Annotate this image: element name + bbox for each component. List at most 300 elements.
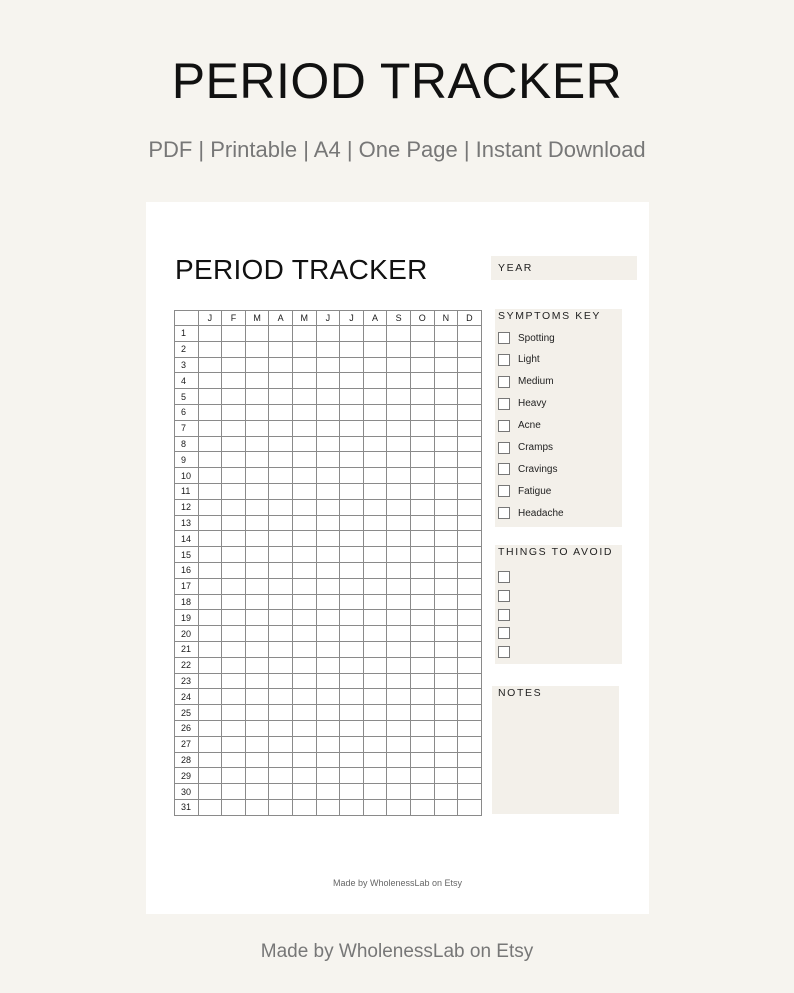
tracker-cell[interactable] <box>198 736 222 752</box>
tracker-cell[interactable] <box>434 547 458 563</box>
tracker-cell[interactable] <box>269 641 293 657</box>
tracker-cell[interactable] <box>269 594 293 610</box>
tracker-cell[interactable] <box>292 799 316 815</box>
tracker-cell[interactable] <box>222 594 246 610</box>
tracker-cell[interactable] <box>387 499 411 515</box>
tracker-cell[interactable] <box>434 610 458 626</box>
tracker-cell[interactable] <box>410 468 434 484</box>
tracker-cell[interactable] <box>292 420 316 436</box>
tracker-cell[interactable] <box>410 404 434 420</box>
tracker-cell[interactable] <box>269 657 293 673</box>
tracker-cell[interactable] <box>269 483 293 499</box>
tracker-cell[interactable] <box>363 499 387 515</box>
tracker-cell[interactable] <box>269 420 293 436</box>
tracker-cell[interactable] <box>458 547 482 563</box>
tracker-cell[interactable] <box>222 641 246 657</box>
tracker-cell[interactable] <box>316 515 340 531</box>
tracker-cell[interactable] <box>458 420 482 436</box>
tracker-cell[interactable] <box>410 499 434 515</box>
tracker-cell[interactable] <box>387 705 411 721</box>
tracker-cell[interactable] <box>316 547 340 563</box>
tracker-cell[interactable] <box>458 452 482 468</box>
tracker-cell[interactable] <box>269 610 293 626</box>
tracker-cell[interactable] <box>292 641 316 657</box>
tracker-cell[interactable] <box>292 373 316 389</box>
tracker-cell[interactable] <box>198 515 222 531</box>
tracker-cell[interactable] <box>410 515 434 531</box>
tracker-cell[interactable] <box>292 673 316 689</box>
tracker-cell[interactable] <box>410 341 434 357</box>
tracker-cell[interactable] <box>198 594 222 610</box>
tracker-cell[interactable] <box>245 373 269 389</box>
tracker-cell[interactable] <box>316 483 340 499</box>
tracker-cell[interactable] <box>198 673 222 689</box>
tracker-cell[interactable] <box>316 389 340 405</box>
tracker-cell[interactable] <box>458 562 482 578</box>
tracker-cell[interactable] <box>222 657 246 673</box>
tracker-cell[interactable] <box>410 562 434 578</box>
tracker-cell[interactable] <box>410 452 434 468</box>
notes-box[interactable] <box>492 686 619 814</box>
tracker-cell[interactable] <box>292 468 316 484</box>
tracker-cell[interactable] <box>245 468 269 484</box>
tracker-cell[interactable] <box>316 499 340 515</box>
tracker-cell[interactable] <box>222 436 246 452</box>
tracker-cell[interactable] <box>222 784 246 800</box>
tracker-cell[interactable] <box>316 578 340 594</box>
tracker-cell[interactable] <box>363 547 387 563</box>
tracker-cell[interactable] <box>458 610 482 626</box>
tracker-cell[interactable] <box>269 720 293 736</box>
tracker-cell[interactable] <box>458 673 482 689</box>
tracker-cell[interactable] <box>434 499 458 515</box>
tracker-cell[interactable] <box>387 404 411 420</box>
avoid-checkbox[interactable] <box>498 627 510 639</box>
tracker-cell[interactable] <box>387 326 411 342</box>
tracker-cell[interactable] <box>340 594 364 610</box>
tracker-cell[interactable] <box>245 562 269 578</box>
tracker-cell[interactable] <box>410 799 434 815</box>
tracker-cell[interactable] <box>387 436 411 452</box>
tracker-cell[interactable] <box>198 468 222 484</box>
tracker-cell[interactable] <box>340 389 364 405</box>
tracker-cell[interactable] <box>292 594 316 610</box>
tracker-cell[interactable] <box>222 420 246 436</box>
tracker-cell[interactable] <box>340 799 364 815</box>
tracker-cell[interactable] <box>387 752 411 768</box>
tracker-cell[interactable] <box>363 689 387 705</box>
tracker-cell[interactable] <box>434 404 458 420</box>
tracker-cell[interactable] <box>387 578 411 594</box>
tracker-cell[interactable] <box>222 483 246 499</box>
tracker-cell[interactable] <box>316 720 340 736</box>
tracker-cell[interactable] <box>269 768 293 784</box>
tracker-cell[interactable] <box>410 610 434 626</box>
tracker-cell[interactable] <box>363 657 387 673</box>
tracker-cell[interactable] <box>292 626 316 642</box>
tracker-cell[interactable] <box>363 799 387 815</box>
tracker-cell[interactable] <box>292 784 316 800</box>
tracker-cell[interactable] <box>363 562 387 578</box>
tracker-cell[interactable] <box>269 389 293 405</box>
tracker-cell[interactable] <box>245 626 269 642</box>
tracker-cell[interactable] <box>292 531 316 547</box>
tracker-cell[interactable] <box>458 531 482 547</box>
tracker-cell[interactable] <box>410 420 434 436</box>
tracker-cell[interactable] <box>222 768 246 784</box>
tracker-cell[interactable] <box>340 452 364 468</box>
tracker-cell[interactable] <box>198 326 222 342</box>
tracker-cell[interactable] <box>198 499 222 515</box>
tracker-cell[interactable] <box>458 499 482 515</box>
tracker-cell[interactable] <box>410 689 434 705</box>
tracker-cell[interactable] <box>363 531 387 547</box>
tracker-cell[interactable] <box>198 357 222 373</box>
tracker-cell[interactable] <box>434 736 458 752</box>
tracker-cell[interactable] <box>340 752 364 768</box>
tracker-cell[interactable] <box>410 357 434 373</box>
tracker-cell[interactable] <box>458 657 482 673</box>
tracker-cell[interactable] <box>316 373 340 389</box>
tracker-cell[interactable] <box>458 799 482 815</box>
tracker-cell[interactable] <box>316 531 340 547</box>
tracker-cell[interactable] <box>410 705 434 721</box>
tracker-cell[interactable] <box>387 657 411 673</box>
tracker-cell[interactable] <box>410 626 434 642</box>
tracker-cell[interactable] <box>269 705 293 721</box>
tracker-cell[interactable] <box>316 436 340 452</box>
tracker-cell[interactable] <box>410 720 434 736</box>
tracker-cell[interactable] <box>222 610 246 626</box>
tracker-cell[interactable] <box>292 578 316 594</box>
tracker-cell[interactable] <box>340 468 364 484</box>
tracker-cell[interactable] <box>387 689 411 705</box>
tracker-cell[interactable] <box>387 468 411 484</box>
tracker-cell[interactable] <box>316 799 340 815</box>
tracker-cell[interactable] <box>316 404 340 420</box>
tracker-cell[interactable] <box>198 705 222 721</box>
tracker-cell[interactable] <box>363 705 387 721</box>
tracker-cell[interactable] <box>387 641 411 657</box>
tracker-cell[interactable] <box>363 768 387 784</box>
tracker-cell[interactable] <box>458 389 482 405</box>
tracker-cell[interactable] <box>245 657 269 673</box>
tracker-cell[interactable] <box>292 610 316 626</box>
tracker-cell[interactable] <box>363 610 387 626</box>
tracker-cell[interactable] <box>222 752 246 768</box>
tracker-cell[interactable] <box>410 373 434 389</box>
tracker-cell[interactable] <box>387 720 411 736</box>
tracker-cell[interactable] <box>340 515 364 531</box>
tracker-cell[interactable] <box>458 373 482 389</box>
tracker-cell[interactable] <box>434 626 458 642</box>
tracker-cell[interactable] <box>410 594 434 610</box>
tracker-cell[interactable] <box>340 531 364 547</box>
tracker-cell[interactable] <box>434 673 458 689</box>
tracker-cell[interactable] <box>198 452 222 468</box>
tracker-cell[interactable] <box>198 799 222 815</box>
tracker-cell[interactable] <box>363 326 387 342</box>
tracker-cell[interactable] <box>292 705 316 721</box>
tracker-cell[interactable] <box>316 736 340 752</box>
tracker-cell[interactable] <box>198 404 222 420</box>
tracker-cell[interactable] <box>410 768 434 784</box>
tracker-cell[interactable] <box>434 515 458 531</box>
tracker-cell[interactable] <box>410 436 434 452</box>
tracker-cell[interactable] <box>340 404 364 420</box>
tracker-cell[interactable] <box>363 594 387 610</box>
tracker-cell[interactable] <box>434 341 458 357</box>
tracker-cell[interactable] <box>245 720 269 736</box>
tracker-cell[interactable] <box>269 752 293 768</box>
tracker-cell[interactable] <box>198 657 222 673</box>
tracker-cell[interactable] <box>245 341 269 357</box>
tracker-cell[interactable] <box>198 436 222 452</box>
tracker-cell[interactable] <box>387 341 411 357</box>
tracker-cell[interactable] <box>245 689 269 705</box>
tracker-cell[interactable] <box>458 483 482 499</box>
tracker-cell[interactable] <box>340 341 364 357</box>
tracker-cell[interactable] <box>269 326 293 342</box>
tracker-cell[interactable] <box>363 341 387 357</box>
tracker-cell[interactable] <box>316 452 340 468</box>
symptom-checkbox[interactable] <box>498 398 510 410</box>
tracker-cell[interactable] <box>269 562 293 578</box>
symptom-checkbox[interactable] <box>498 507 510 519</box>
tracker-cell[interactable] <box>292 736 316 752</box>
tracker-cell[interactable] <box>269 515 293 531</box>
tracker-cell[interactable] <box>363 436 387 452</box>
symptom-checkbox[interactable] <box>498 420 510 432</box>
tracker-cell[interactable] <box>387 483 411 499</box>
tracker-cell[interactable] <box>316 673 340 689</box>
tracker-cell[interactable] <box>245 499 269 515</box>
tracker-cell[interactable] <box>222 562 246 578</box>
tracker-cell[interactable] <box>245 736 269 752</box>
tracker-cell[interactable] <box>387 515 411 531</box>
tracker-cell[interactable] <box>198 752 222 768</box>
tracker-cell[interactable] <box>269 452 293 468</box>
tracker-cell[interactable] <box>292 389 316 405</box>
avoid-checkbox[interactable] <box>498 571 510 583</box>
tracker-cell[interactable] <box>363 357 387 373</box>
symptom-checkbox[interactable] <box>498 442 510 454</box>
tracker-cell[interactable] <box>198 768 222 784</box>
avoid-checkbox[interactable] <box>498 609 510 621</box>
tracker-cell[interactable] <box>245 357 269 373</box>
tracker-cell[interactable] <box>340 357 364 373</box>
tracker-cell[interactable] <box>410 531 434 547</box>
tracker-cell[interactable] <box>198 420 222 436</box>
tracker-cell[interactable] <box>292 452 316 468</box>
tracker-cell[interactable] <box>198 784 222 800</box>
tracker-cell[interactable] <box>292 547 316 563</box>
tracker-cell[interactable] <box>363 389 387 405</box>
tracker-cell[interactable] <box>292 562 316 578</box>
tracker-cell[interactable] <box>410 326 434 342</box>
tracker-cell[interactable] <box>340 483 364 499</box>
tracker-cell[interactable] <box>458 404 482 420</box>
tracker-cell[interactable] <box>222 720 246 736</box>
tracker-cell[interactable] <box>222 326 246 342</box>
tracker-cell[interactable] <box>458 357 482 373</box>
tracker-cell[interactable] <box>198 341 222 357</box>
tracker-cell[interactable] <box>363 420 387 436</box>
tracker-cell[interactable] <box>245 784 269 800</box>
tracker-cell[interactable] <box>245 641 269 657</box>
tracker-cell[interactable] <box>434 657 458 673</box>
tracker-cell[interactable] <box>458 468 482 484</box>
tracker-cell[interactable] <box>434 468 458 484</box>
tracker-cell[interactable] <box>269 547 293 563</box>
tracker-cell[interactable] <box>222 515 246 531</box>
tracker-cell[interactable] <box>292 499 316 515</box>
tracker-cell[interactable] <box>222 373 246 389</box>
tracker-cell[interactable] <box>222 389 246 405</box>
tracker-cell[interactable] <box>269 341 293 357</box>
tracker-cell[interactable] <box>269 531 293 547</box>
tracker-cell[interactable] <box>363 483 387 499</box>
tracker-cell[interactable] <box>245 389 269 405</box>
tracker-cell[interactable] <box>458 594 482 610</box>
tracker-cell[interactable] <box>269 578 293 594</box>
symptom-checkbox[interactable] <box>498 485 510 497</box>
tracker-cell[interactable] <box>340 578 364 594</box>
avoid-checkbox[interactable] <box>498 646 510 658</box>
tracker-cell[interactable] <box>410 547 434 563</box>
tracker-cell[interactable] <box>245 404 269 420</box>
tracker-cell[interactable] <box>434 531 458 547</box>
tracker-cell[interactable] <box>316 562 340 578</box>
tracker-cell[interactable] <box>292 326 316 342</box>
tracker-cell[interactable] <box>269 673 293 689</box>
tracker-cell[interactable] <box>410 752 434 768</box>
tracker-cell[interactable] <box>245 452 269 468</box>
tracker-cell[interactable] <box>292 436 316 452</box>
tracker-cell[interactable] <box>410 641 434 657</box>
tracker-cell[interactable] <box>222 404 246 420</box>
tracker-cell[interactable] <box>387 784 411 800</box>
tracker-cell[interactable] <box>245 436 269 452</box>
tracker-cell[interactable] <box>434 483 458 499</box>
tracker-cell[interactable] <box>387 626 411 642</box>
tracker-cell[interactable] <box>387 594 411 610</box>
symptom-checkbox[interactable] <box>498 463 510 475</box>
tracker-cell[interactable] <box>458 641 482 657</box>
tracker-cell[interactable] <box>458 736 482 752</box>
tracker-cell[interactable] <box>434 689 458 705</box>
tracker-cell[interactable] <box>269 357 293 373</box>
tracker-cell[interactable] <box>387 673 411 689</box>
tracker-cell[interactable] <box>387 420 411 436</box>
tracker-cell[interactable] <box>198 373 222 389</box>
tracker-cell[interactable] <box>269 784 293 800</box>
tracker-cell[interactable] <box>434 705 458 721</box>
tracker-cell[interactable] <box>434 768 458 784</box>
tracker-cell[interactable] <box>222 341 246 357</box>
tracker-cell[interactable] <box>245 799 269 815</box>
tracker-cell[interactable] <box>434 578 458 594</box>
tracker-cell[interactable] <box>245 578 269 594</box>
tracker-cell[interactable] <box>410 673 434 689</box>
tracker-cell[interactable] <box>363 373 387 389</box>
tracker-cell[interactable] <box>434 594 458 610</box>
tracker-cell[interactable] <box>198 547 222 563</box>
tracker-cell[interactable] <box>434 389 458 405</box>
tracker-cell[interactable] <box>410 578 434 594</box>
tracker-cell[interactable] <box>340 657 364 673</box>
tracker-cell[interactable] <box>198 389 222 405</box>
tracker-cell[interactable] <box>458 515 482 531</box>
tracker-cell[interactable] <box>198 578 222 594</box>
tracker-cell[interactable] <box>340 673 364 689</box>
tracker-cell[interactable] <box>292 357 316 373</box>
tracker-cell[interactable] <box>434 641 458 657</box>
tracker-cell[interactable] <box>340 562 364 578</box>
tracker-cell[interactable] <box>363 736 387 752</box>
tracker-cell[interactable] <box>198 626 222 642</box>
tracker-cell[interactable] <box>458 326 482 342</box>
tracker-cell[interactable] <box>222 626 246 642</box>
tracker-cell[interactable] <box>222 547 246 563</box>
tracker-cell[interactable] <box>363 578 387 594</box>
tracker-cell[interactable] <box>434 562 458 578</box>
tracker-cell[interactable] <box>316 468 340 484</box>
tracker-cell[interactable] <box>340 499 364 515</box>
tracker-cell[interactable] <box>434 752 458 768</box>
tracker-cell[interactable] <box>198 641 222 657</box>
tracker-cell[interactable] <box>245 673 269 689</box>
tracker-cell[interactable] <box>410 389 434 405</box>
tracker-cell[interactable] <box>245 594 269 610</box>
tracker-cell[interactable] <box>340 436 364 452</box>
tracker-cell[interactable] <box>410 784 434 800</box>
tracker-cell[interactable] <box>410 736 434 752</box>
tracker-cell[interactable] <box>269 799 293 815</box>
year-box[interactable] <box>491 256 637 280</box>
tracker-cell[interactable] <box>316 705 340 721</box>
tracker-cell[interactable] <box>363 720 387 736</box>
tracker-cell[interactable] <box>198 531 222 547</box>
tracker-cell[interactable] <box>198 483 222 499</box>
tracker-cell[interactable] <box>363 641 387 657</box>
tracker-cell[interactable] <box>387 736 411 752</box>
tracker-cell[interactable] <box>198 610 222 626</box>
tracker-cell[interactable] <box>434 420 458 436</box>
tracker-cell[interactable] <box>340 736 364 752</box>
tracker-cell[interactable] <box>363 752 387 768</box>
tracker-cell[interactable] <box>387 389 411 405</box>
tracker-cell[interactable] <box>245 515 269 531</box>
tracker-cell[interactable] <box>387 373 411 389</box>
tracker-cell[interactable] <box>316 610 340 626</box>
tracker-cell[interactable] <box>269 468 293 484</box>
tracker-cell[interactable] <box>340 326 364 342</box>
tracker-cell[interactable] <box>363 452 387 468</box>
tracker-cell[interactable] <box>316 784 340 800</box>
tracker-cell[interactable] <box>292 657 316 673</box>
tracker-cell[interactable] <box>222 452 246 468</box>
tracker-cell[interactable] <box>316 768 340 784</box>
tracker-cell[interactable] <box>198 689 222 705</box>
tracker-cell[interactable] <box>410 483 434 499</box>
tracker-cell[interactable] <box>292 483 316 499</box>
tracker-cell[interactable] <box>387 562 411 578</box>
tracker-cell[interactable] <box>245 531 269 547</box>
tracker-cell[interactable] <box>340 373 364 389</box>
symptom-checkbox[interactable] <box>498 376 510 388</box>
tracker-cell[interactable] <box>316 626 340 642</box>
